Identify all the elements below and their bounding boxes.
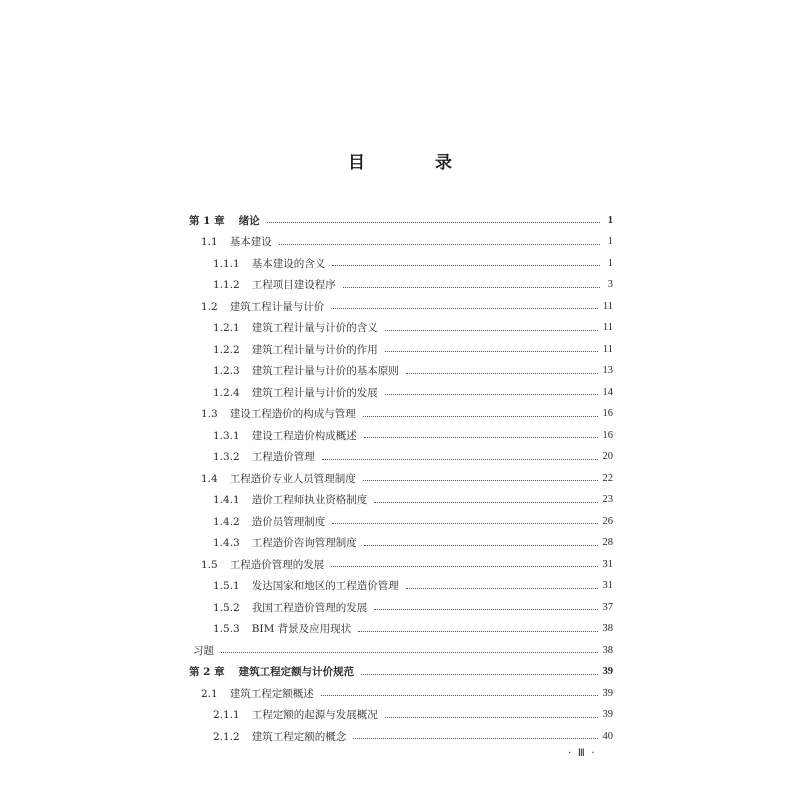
toc-entry-title: 绪论 [238, 214, 260, 227]
toc-entry-number: 1.1.1 [213, 257, 240, 270]
toc-entry-title: 基本建设 [229, 236, 272, 248]
toc-entry-number: 1.5.1 [213, 580, 240, 592]
toc-dot-leader [332, 523, 597, 524]
toc-entry-title: 工程造价专业人员管理制度 [229, 472, 356, 485]
toc-entry-title: 我国工程造价管理的发展 [251, 601, 368, 614]
toc-entry-number: 1.2.4 [213, 386, 240, 399]
toc-entry-page: 16 [602, 408, 613, 419]
toc-entry-page: 38 [602, 623, 613, 634]
toc-dot-leader [385, 330, 598, 331]
toc-dot-leader [363, 480, 598, 481]
toc-entry-number: 1.3.2 [213, 451, 240, 463]
toc-dot-leader [321, 695, 598, 696]
toc-entry-number: 1.4.1 [213, 494, 240, 506]
toc-entry-page: 38 [602, 644, 613, 656]
toc-entry-number: 1.2 [201, 300, 218, 313]
toc-entry[interactable] [189, 468, 613, 490]
toc-entry-title: 建筑工程计量与计价的含义 [251, 322, 378, 334]
toc-dot-leader [364, 437, 598, 438]
page-number: · Ⅲ · [568, 748, 597, 759]
toc-entry[interactable] [189, 232, 613, 254]
toc-entry[interactable] [189, 253, 613, 275]
toc-dot-leader [385, 394, 598, 395]
toc-entry-title: 发达国家和地区的工程造价管理 [251, 580, 399, 592]
toc-entry-page: 20 [602, 451, 613, 462]
toc-dot-leader [361, 674, 597, 675]
toc-entry[interactable] [189, 361, 613, 383]
toc-entry-number: 1.1.2 [213, 279, 240, 291]
toc-entry-title: 工程造价咨询管理制度 [251, 537, 357, 549]
toc-entry-number: 第 1 章 [189, 214, 225, 227]
toc-entry-page: 37 [602, 601, 613, 613]
toc-dot-leader [331, 566, 597, 567]
toc-entry-page: 1 [607, 257, 613, 269]
toc-entry[interactable] [189, 511, 613, 533]
toc-entry-number: 1.4.2 [213, 515, 240, 528]
toc-dot-leader [353, 738, 597, 739]
toc-entry-page: 39 [602, 687, 613, 699]
toc-entry-title: 工程造价管理 [251, 451, 315, 463]
toc-entry[interactable] [189, 404, 613, 426]
toc-entry-title: 工程项目建设程序 [251, 279, 336, 291]
toc-entry-page: 31 [602, 580, 613, 591]
toc-entry[interactable] [189, 382, 613, 404]
toc-dot-leader [221, 652, 598, 653]
toc-entry-page: 14 [602, 386, 613, 398]
toc-entry[interactable] [189, 576, 613, 598]
toc-entry-title: 建筑工程计量与计价的作用 [251, 343, 378, 356]
toc-entry-title: 习题 [193, 644, 214, 657]
toc-entry[interactable] [189, 210, 613, 232]
toc-entry[interactable] [189, 425, 613, 447]
toc-dot-leader [374, 502, 597, 503]
toc-entry-title: 造价员管理制度 [251, 515, 326, 528]
toc-entry[interactable] [189, 533, 613, 555]
toc-entry-number: 1.4.3 [213, 537, 240, 549]
toc-dot-leader [343, 287, 600, 288]
toc-entry-number: 1.2.1 [213, 322, 240, 334]
table-of-contents [189, 210, 613, 748]
toc-dot-leader [406, 588, 598, 589]
toc-entry-title: 工程造价管理的发展 [229, 558, 325, 571]
toc-entry-page: 11 [602, 322, 613, 333]
toc-entry-page: 28 [602, 537, 613, 548]
toc-entry-page: 11 [602, 343, 613, 355]
toc-dot-leader [322, 459, 598, 460]
toc-entry-title: 建设工程造价构成概述 [251, 429, 357, 442]
toc-entry-title: 建筑工程定额概述 [229, 687, 314, 700]
toc-dot-leader [364, 545, 598, 546]
toc-entry-title: 建筑工程计量与计价 [229, 300, 325, 313]
toc-entry[interactable] [189, 726, 613, 748]
toc-entry-page: 1 [607, 214, 613, 226]
toc-entry[interactable] [189, 296, 613, 318]
toc-entry[interactable] [189, 318, 613, 340]
toc-dot-leader [385, 717, 598, 718]
toc-dot-leader [363, 416, 598, 417]
toc-dot-leader [374, 609, 597, 610]
toc-entry[interactable] [189, 339, 613, 361]
toc-entry-page: 3 [607, 279, 613, 290]
toc-entry-title: 建筑工程计量与计价的基本原则 [251, 365, 399, 377]
toc-entry-number: 1.5.3 [213, 623, 240, 635]
toc-entry-title: 造价工程师执业资格制度 [251, 494, 368, 506]
toc-dot-leader [331, 308, 598, 309]
toc-entry-number: 1.3 [201, 408, 218, 420]
toc-entry-number: 1.1 [201, 236, 218, 248]
toc-entry-number: 2.1.1 [213, 709, 240, 721]
toc-entry[interactable] [189, 490, 613, 512]
toc-entry-number: 1.2.2 [213, 343, 240, 356]
toc-entry-number: 第 2 章 [189, 666, 225, 678]
toc-entry-page: 22 [602, 472, 613, 484]
toc-entry-page: 11 [602, 300, 613, 312]
toc-entry[interactable] [189, 554, 613, 576]
toc-dot-leader [332, 265, 600, 266]
toc-entry-number: 1.3.1 [213, 429, 240, 442]
toc-dot-leader [267, 222, 600, 223]
toc-entry[interactable] [189, 662, 613, 684]
toc-dot-leader [279, 244, 600, 245]
toc-entry-number: 1.5 [201, 558, 218, 571]
toc-entry[interactable] [189, 705, 613, 727]
toc-dot-leader [406, 373, 598, 374]
toc-entry-page: 16 [602, 429, 613, 441]
toc-entry-title: 工程定额的起源与发展概况 [251, 709, 378, 721]
toc-entry-page: 39 [602, 666, 613, 677]
toc-entry[interactable] [189, 619, 613, 641]
toc-entry-page: 31 [602, 558, 613, 570]
toc-entry[interactable] [189, 597, 613, 619]
toc-entry[interactable] [189, 683, 613, 705]
toc-entry-title: 建筑工程定额的概念 [251, 730, 347, 743]
toc-entry-page: 39 [602, 709, 613, 720]
toc-entry-number: 1.5.2 [213, 601, 240, 614]
toc-entry-page: 23 [602, 494, 613, 505]
toc-entry-page: 13 [602, 365, 613, 376]
toc-entry-title: 建设工程造价的构成与管理 [229, 408, 356, 420]
toc-entry-page: 40 [602, 730, 613, 742]
toc-entry-title: 建筑工程定额与计价规范 [238, 666, 355, 678]
toc-entry-number: 1.2.3 [213, 365, 240, 377]
toc-entry[interactable] [189, 447, 613, 469]
toc-dot-leader [385, 351, 598, 352]
toc-entry-title: 基本建设的含义 [251, 257, 326, 270]
toc-entry-page: 1 [607, 236, 613, 247]
toc-entry-number: 2.1 [201, 687, 218, 700]
toc-entry-number: 2.1.2 [213, 730, 240, 743]
toc-entry-title: BIM 背景及应用现状 [251, 623, 352, 635]
toc-entry-title: 建筑工程计量与计价的发展 [251, 386, 378, 399]
toc-dot-leader [358, 631, 597, 632]
toc-entry-number: 1.4 [201, 472, 218, 485]
toc-entry[interactable] [189, 275, 613, 297]
toc-entry-page: 26 [602, 515, 613, 527]
page-title: 目 录 [348, 153, 484, 173]
toc-entry[interactable] [189, 640, 613, 662]
